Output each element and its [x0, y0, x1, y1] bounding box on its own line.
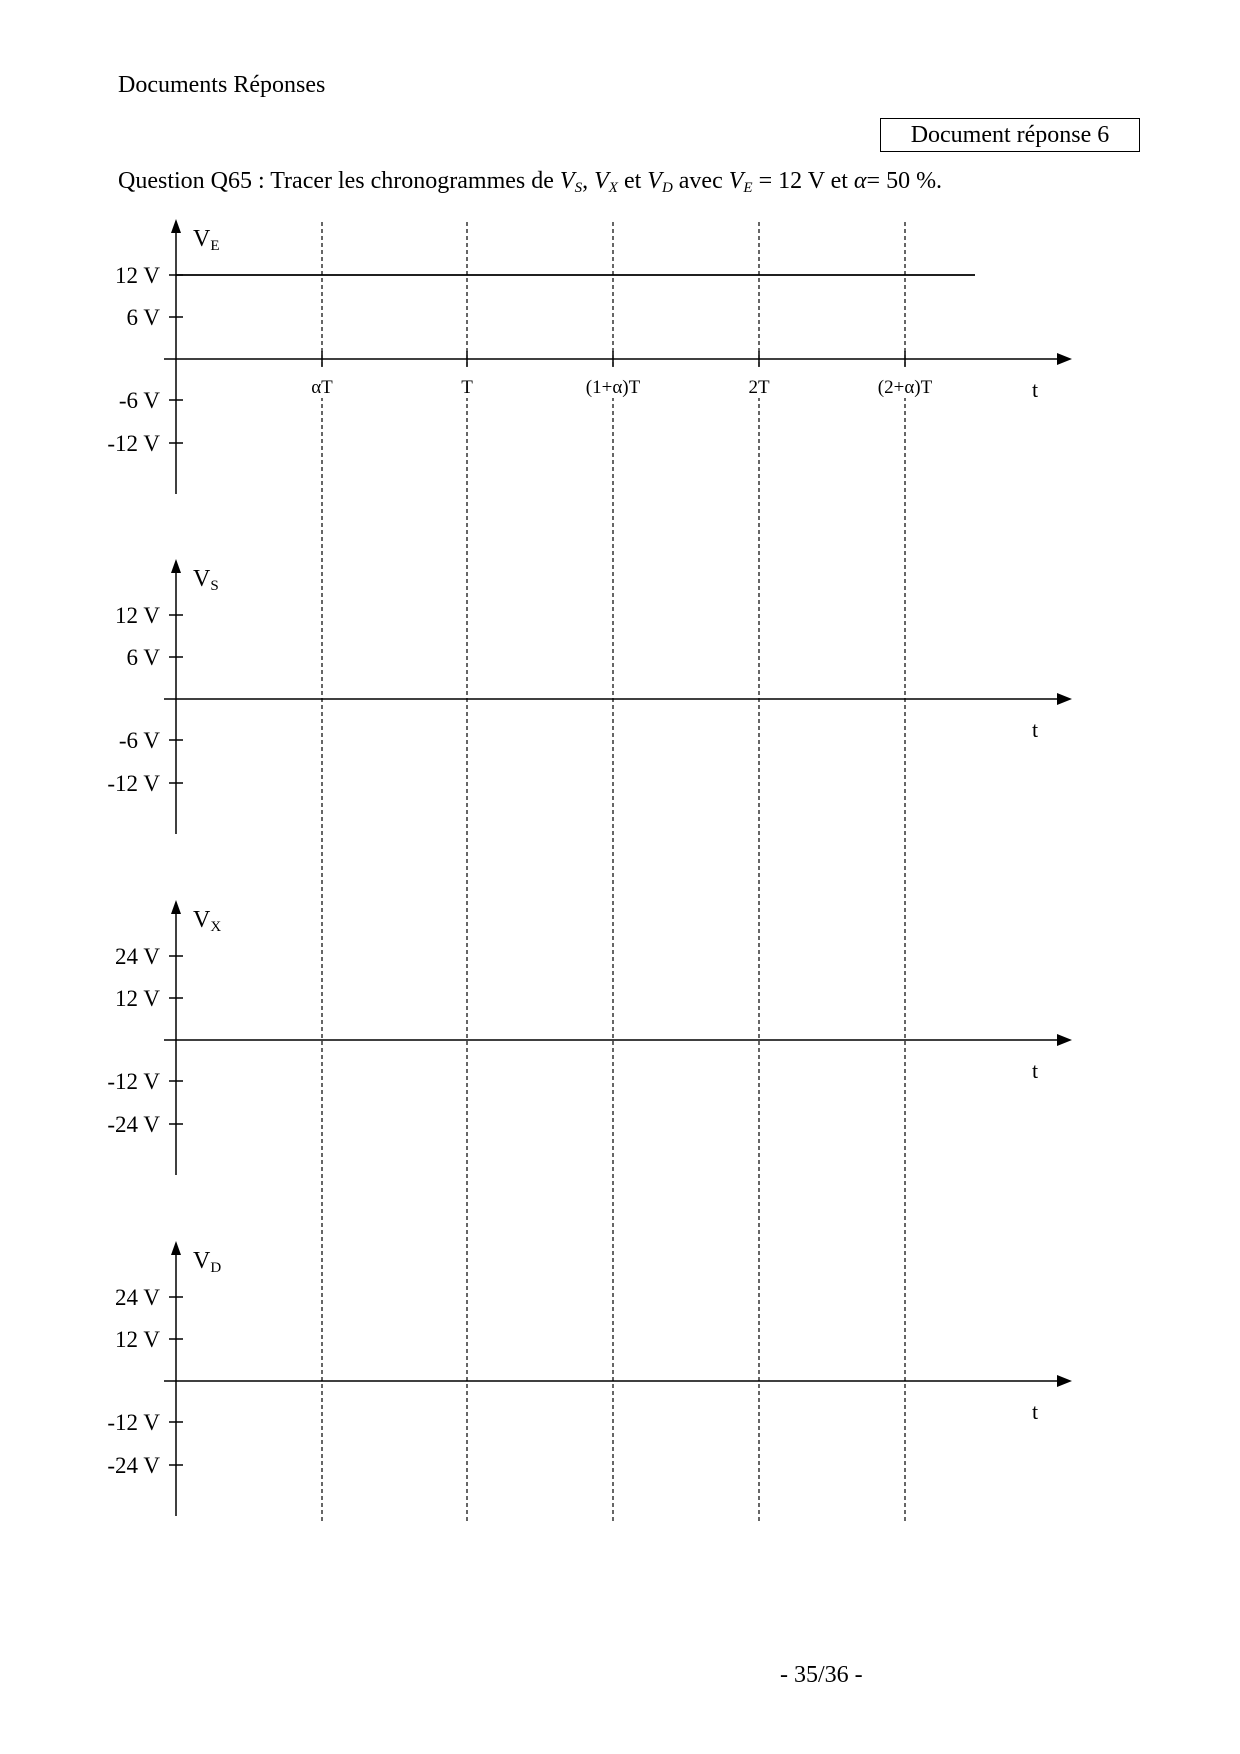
y-tick-label-vd-2: -12 V — [107, 1410, 160, 1435]
time-label-5: (2+α)T — [877, 377, 933, 398]
conjunction: et — [623, 168, 642, 194]
y-axis-arrow-vd — [171, 1241, 181, 1255]
y-tick-label-vs-3: -12 V — [107, 771, 160, 796]
y-tick-label-vx-2: -12 V — [107, 1069, 160, 1094]
y-tick-label-vd-3: -24 V — [107, 1453, 160, 1478]
time-label-3: (1+α)T — [585, 377, 641, 398]
y-tick-label-vs-2: -6 V — [118, 728, 160, 753]
y-tick-label-ve-0: 12 V — [115, 263, 160, 288]
var-ve: $V_E$ — [728, 168, 753, 196]
t-label-ve: t — [1031, 377, 1039, 402]
separator: , — [582, 168, 589, 194]
conjunction: et — [830, 168, 848, 194]
time-label-2: T — [461, 377, 473, 398]
var-vs: $V_S$ — [559, 168, 583, 196]
alpha-symbol: α — [853, 168, 867, 194]
alpha-value: = 50 %. — [866, 168, 943, 194]
t-axis-arrow-vd — [1057, 1375, 1072, 1387]
t-label-vd: t — [1031, 1399, 1039, 1424]
t-axis-arrow-vx — [1057, 1034, 1072, 1046]
axis-label-ve: VE — [193, 226, 220, 254]
y-tick-label-vs-0: 12 V — [115, 603, 160, 628]
y-tick-label-ve-1: 6 V — [126, 305, 160, 330]
ve-value: = 12 V — [758, 168, 825, 194]
question-prefix: Question Q65 : Tracer les chronogrammes de — [118, 168, 554, 194]
document-reference-box: Document réponse 6 — [880, 118, 1140, 152]
y-tick-label-vx-3: -24 V — [107, 1112, 160, 1137]
t-axis-arrow-ve — [1057, 353, 1072, 365]
t-axis-arrow-vs — [1057, 693, 1072, 705]
y-tick-label-ve-2: -6 V — [118, 388, 160, 413]
axis-label-vd: VD — [193, 1248, 222, 1276]
axis-label-vx: VX — [193, 907, 222, 935]
var-vx: $V_X$ — [594, 168, 618, 196]
y-tick-label-vs-1: 6 V — [126, 645, 160, 670]
y-tick-label-vd-0: 24 V — [115, 1285, 160, 1310]
y-axis-arrow-vx — [171, 900, 181, 914]
page-header-title: Documents Réponses — [118, 72, 326, 98]
time-label-1: αT — [311, 377, 333, 398]
axis-label-vs: VS — [193, 566, 219, 594]
t-label-vx: t — [1031, 1058, 1039, 1083]
y-axis-arrow-vs — [171, 559, 181, 573]
var-vd: $V_D$ — [647, 168, 673, 196]
t-label-vs: t — [1031, 717, 1039, 742]
y-tick-label-vx-1: 12 V — [115, 986, 160, 1011]
y-tick-label-ve-3: -12 V — [107, 431, 160, 456]
y-tick-label-vx-0: 24 V — [115, 944, 160, 969]
preposition: avec — [678, 168, 723, 194]
y-axis-arrow-ve — [171, 219, 181, 233]
y-tick-label-vd-1: 12 V — [115, 1327, 160, 1352]
time-label-4: 2T — [748, 377, 770, 398]
page-number: - 35/36 - — [780, 1662, 863, 1688]
